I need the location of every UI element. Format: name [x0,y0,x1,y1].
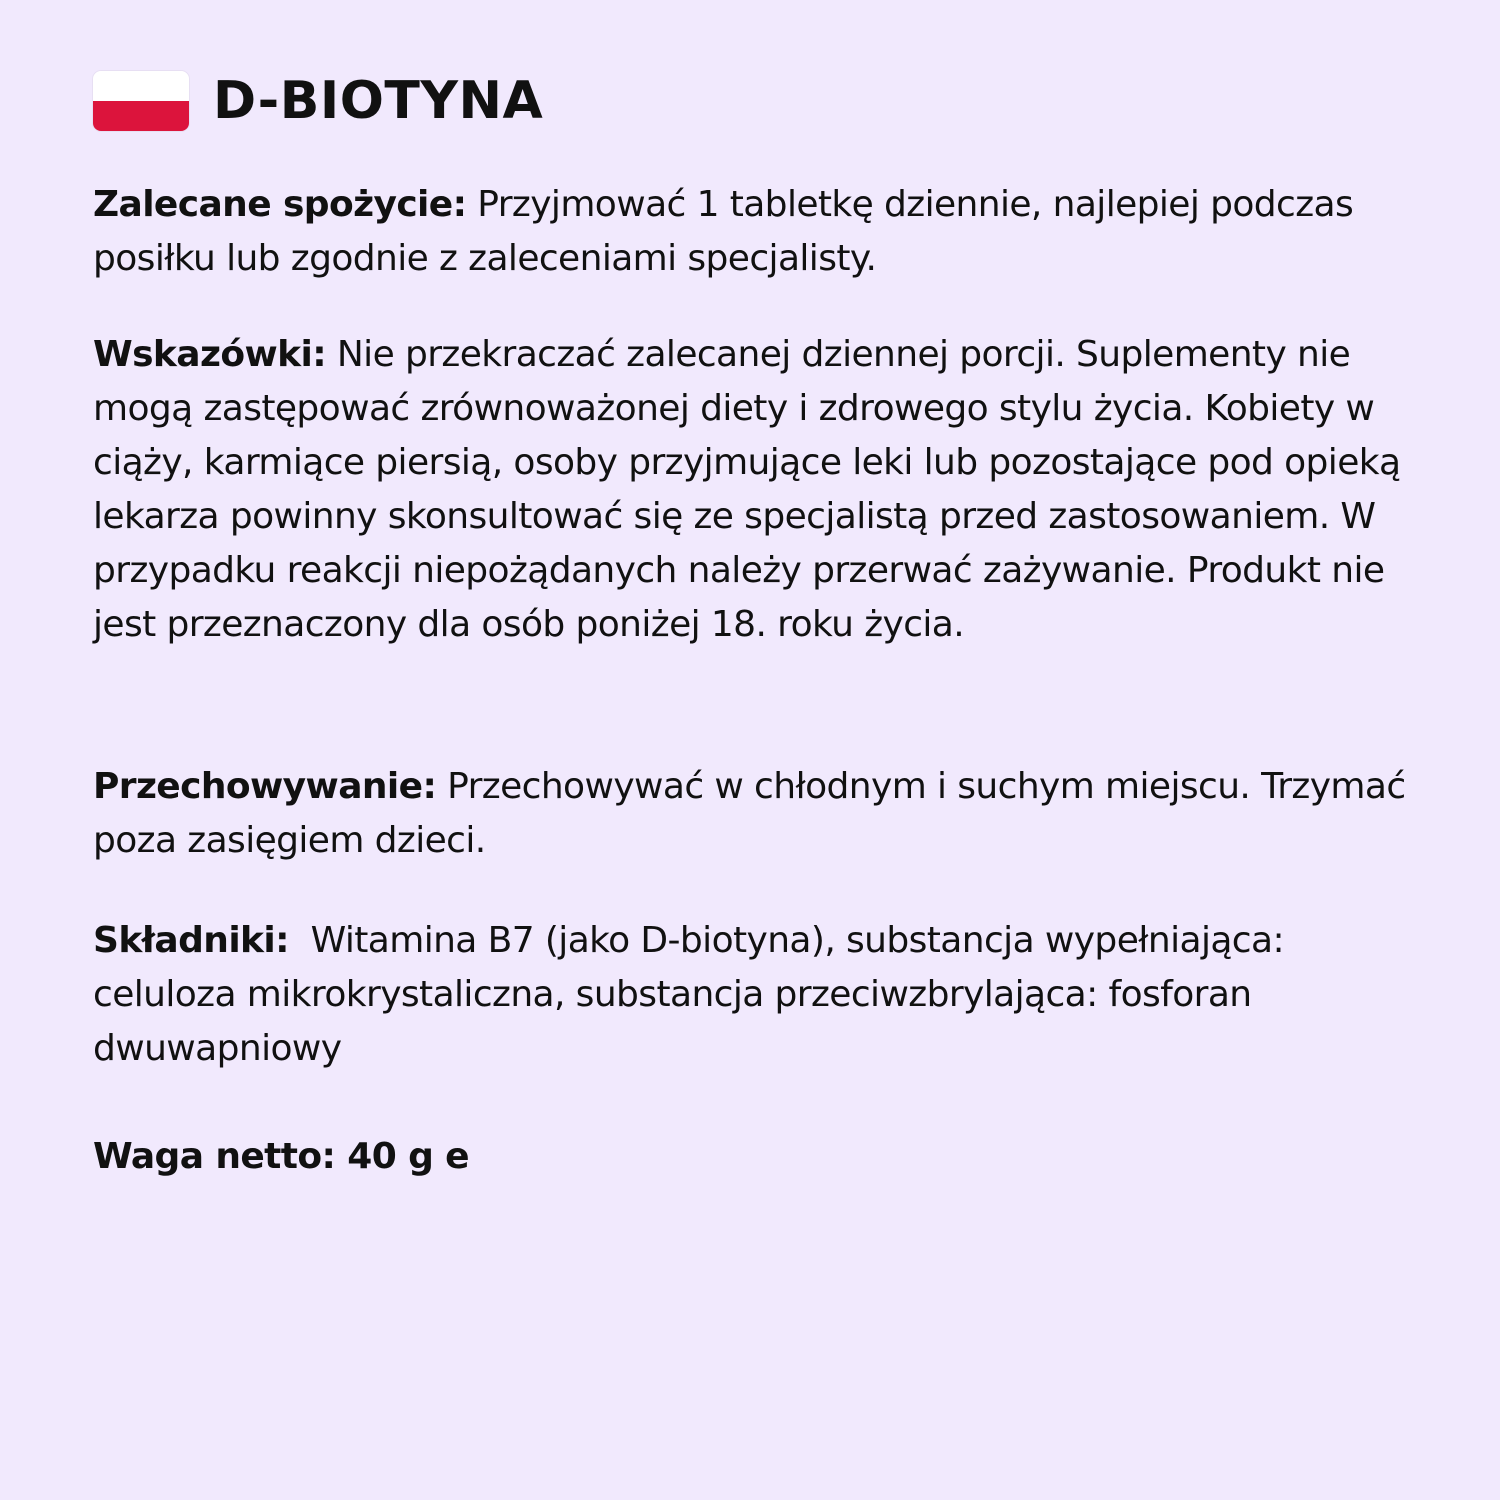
ingredients-label: Składniki: [93,920,289,961]
tips-label: Wskazówki: [93,334,326,375]
header [93,70,543,132]
ingredients-section [93,914,1433,1076]
flag-white-stripe [93,71,189,101]
ingredients-text: Witamina B7 (jako D-biotyna), substancja wypełniająca: celuloza mikrokrystaliczna, substancja przeciwzbrylająca: fosforan dwuwapniowy [93,920,1295,1069]
usage-label: Zalecane spożycie: [93,184,467,225]
usage-section [93,178,1433,286]
storage-section [93,760,1433,868]
poland-flag-icon [93,71,189,131]
usage-text: Przyjmować 1 tabletkę dziennie, najlepiej podczas posiłku lub zgodnie z zaleceniami specjalisty. [93,184,1354,279]
product-title: D-BIOTYNA [213,71,544,131]
tips-section [93,328,1433,652]
storage-text: Przechowywać w chłodnym i suchym miejscu. Trzymać poza zasięgiem dzieci. [93,766,1406,861]
tips-text: Nie przekraczać zalecanej dziennej porcji. Suplementy nie mogą zastępować zrównoważonej diety i zdrowego stylu życia. Kobiety w ciąży, karmiące piersią, osoby przyjmujące leki lub pozostające pod opieką lekarza powinny skonsultować się ze specjalistą przed zastosowaniem. W przypadku reakcji niepożądanych należy przerwać zażywanie. Produkt nie jest przeznaczony dla osób poniżej 18. roku życia. [93,334,1401,645]
flag-red-stripe [93,101,189,131]
net-weight: Waga netto: 40 g e [93,1136,469,1177]
storage-label: Przechowywanie: [93,766,437,807]
